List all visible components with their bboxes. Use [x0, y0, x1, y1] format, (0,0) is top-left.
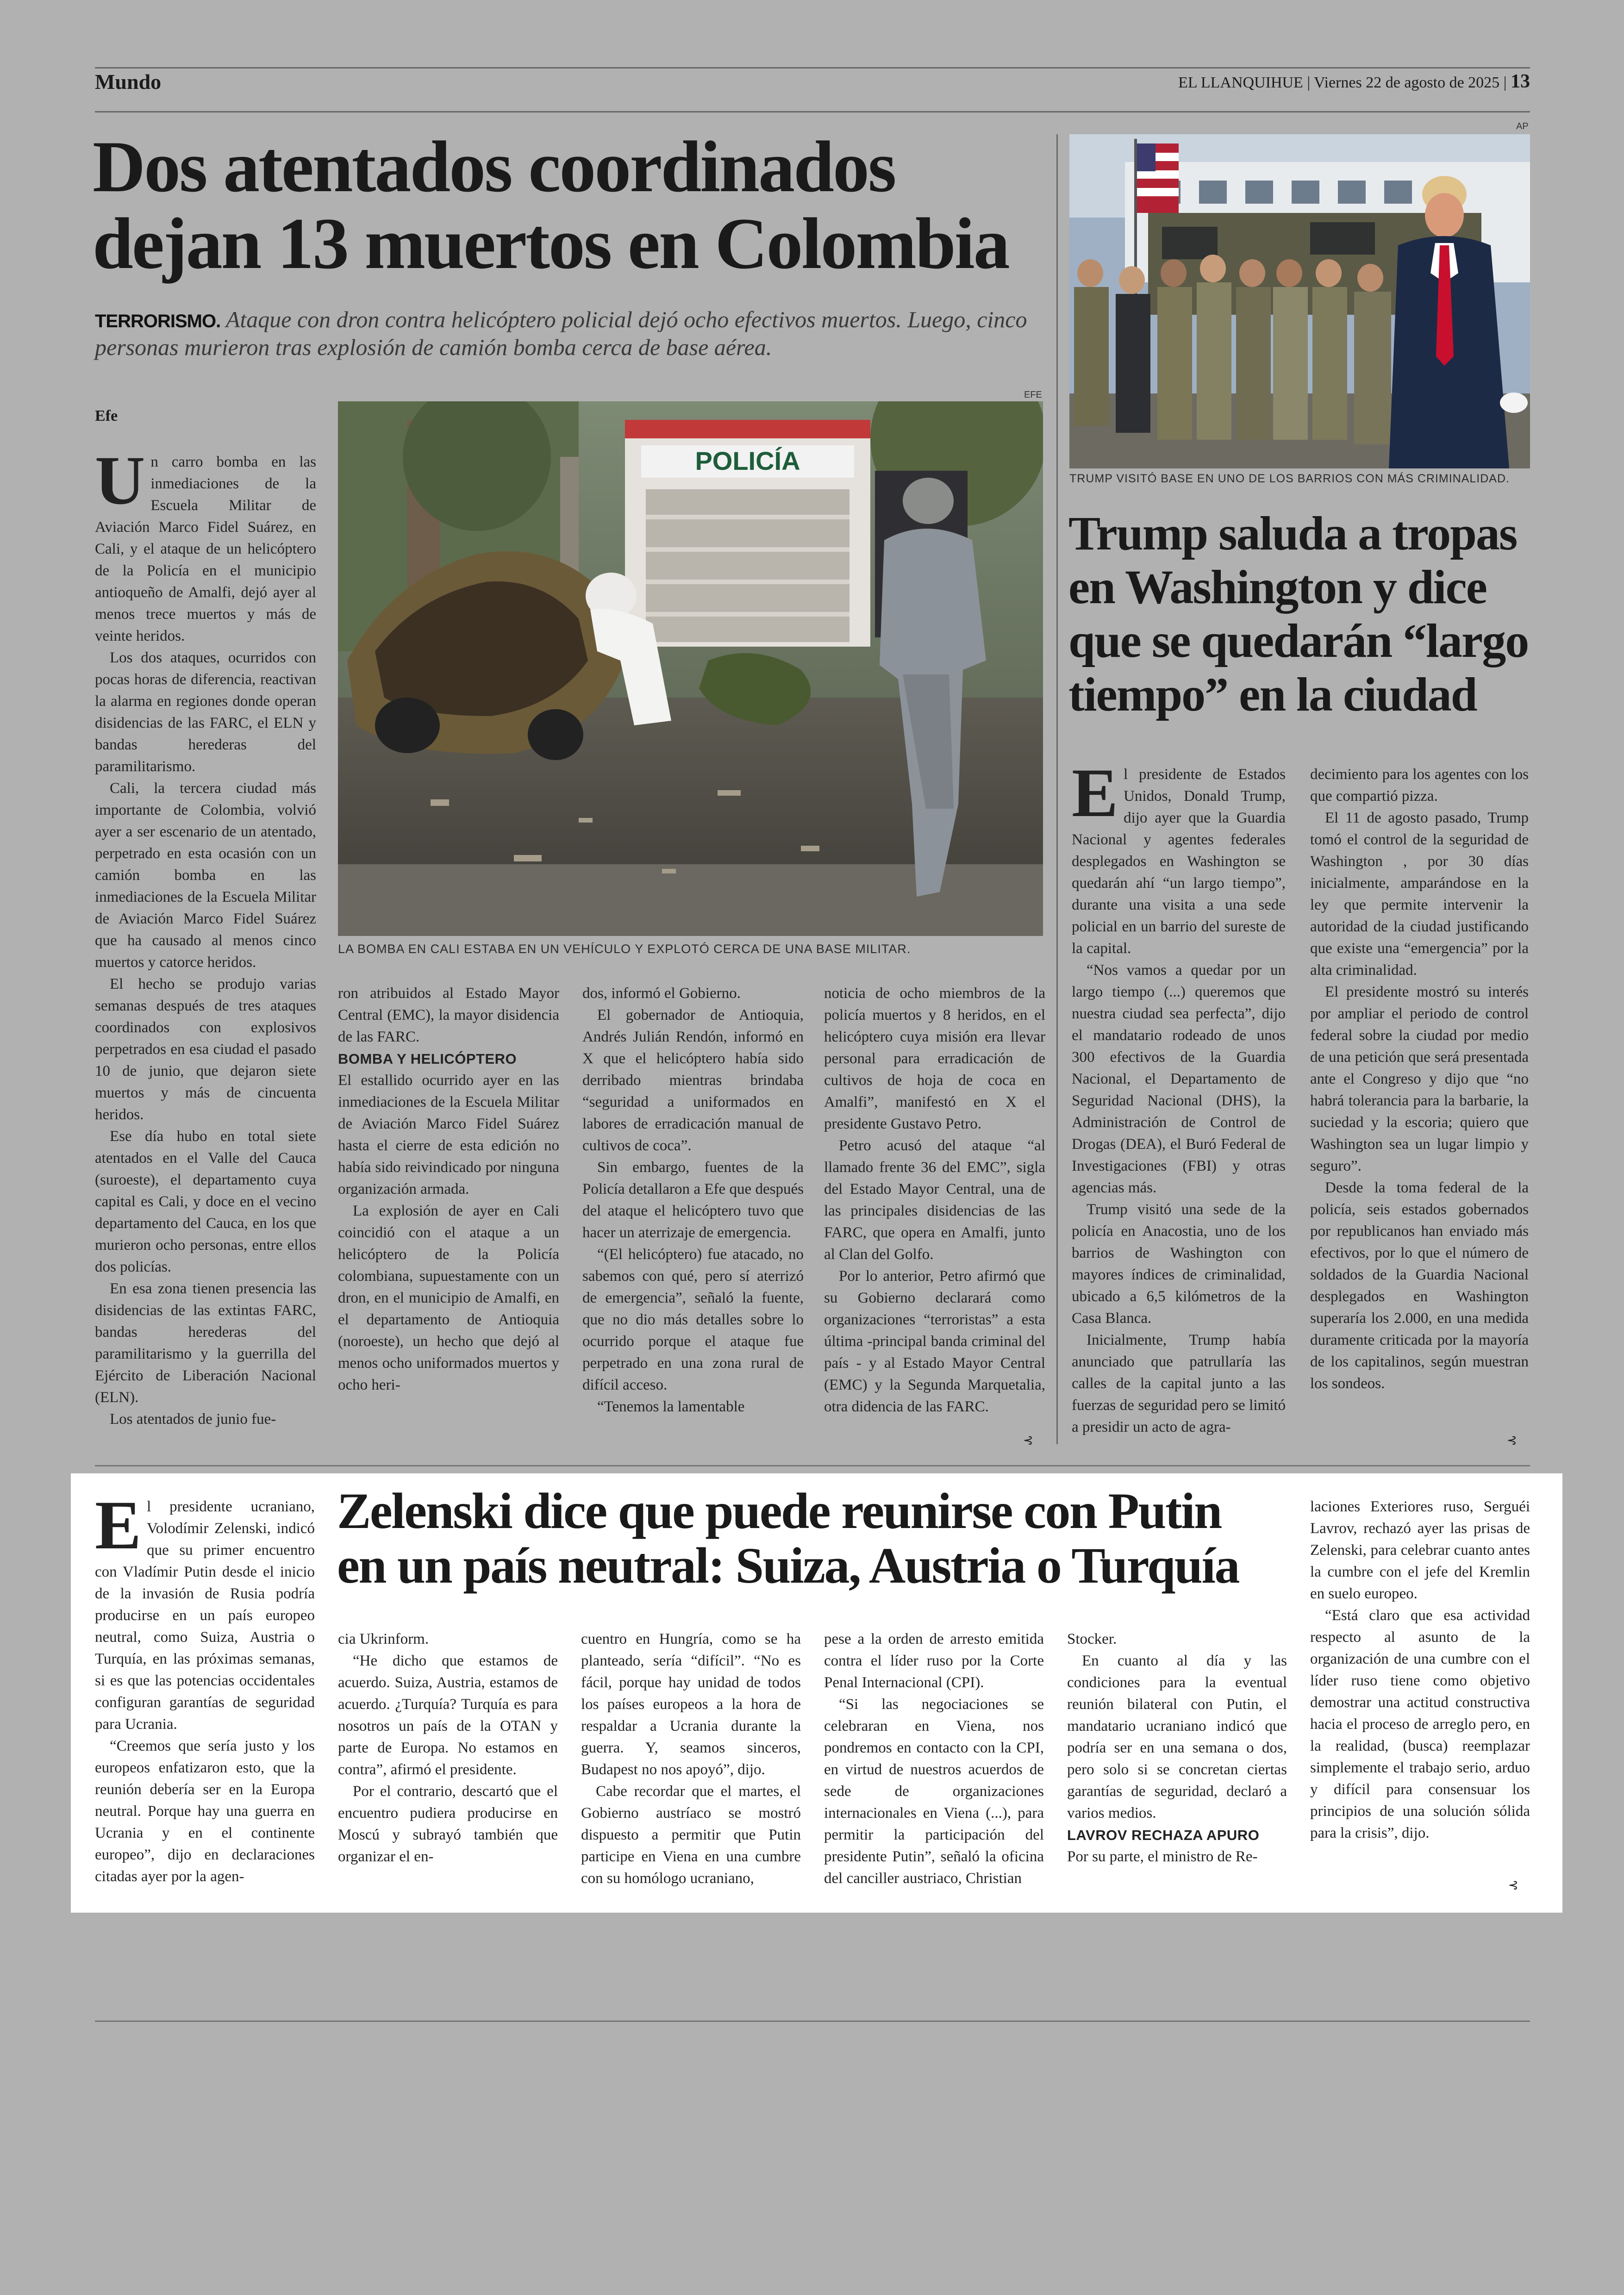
paragraph: Cabe recordar que el martes, el Gobierno austríaco se mostró dispuesto a permitir que Putin participe en Viena en una cumbre con su homólogo ucraniano,	[581, 1783, 801, 1887]
article-column	[1067, 1628, 1287, 1868]
paragraph: Ese día hubo en total siete atentados en el Valle del Cauca (suroeste), el departamento cuya capital es Cali, y doce en el vecino departamento del Cauca, en los que murieron ocho personas, entre ellos dos policías.	[95, 1128, 316, 1275]
byline: Efe	[95, 407, 118, 424]
paragraph: “Nos vamos a quedar por un largo tiempo (...) queremos que nuestra ciudad sea perfecta”, dijo el mandatario rodeado de unos 300 efectivos de la Guardia Nacional, el Departamento de Seguridad Nacional (DHS), la Administración de Control de Drogas (DEA), el Buró Federal de Investigaciones (FBI) y otras agencias más.	[1072, 962, 1286, 1196]
photo-credit: AP	[1516, 121, 1529, 131]
article-column	[824, 1628, 1044, 1890]
drop-cap: E	[95, 1487, 142, 1564]
top-rule	[95, 67, 1530, 69]
paragraph: Sin embargo, fuentes de la Policía detallaron a Efe que después del ataque el helicóptero tuvo que hacer un aterrizaje de emergencia.	[582, 1159, 804, 1241]
article-column	[581, 1628, 801, 1890]
paragraph: Inicialmente, Trump había anunciado que patrullaría las calles de la capital junto a las fuerzas de seguridad pero se limitó a presidir un acto de agra-	[1072, 1332, 1286, 1435]
paragraph: El hecho se produjo varias semanas después de tres ataques coordinados con explosivos perpetrados en esa ciudad el pasado 10 de junio, que dejaron siete muertos y más de cincuenta heridos.	[95, 976, 316, 1123]
paragraph: l presidente ucraniano, Volodímir Zelenski, indicó que su primer encuentro con Vladímir Putin desde el inicio de la invasión de Rusia podría producirse en un país europeo neutral, como Suiza, Austria o Turquía, en las próximas semanas, si es que las potencias occidentales configuran garantías de seguridad para Ucrania.	[95, 1498, 315, 1733]
paragraph: Petro acusó del ataque “al llamado frente 36 del EMC”, sigla del Estado Mayor Central, una de las principales disidencias de las FARC, que opera en Amalfi, junto al Clan del Golfo.	[824, 1137, 1045, 1263]
bomb-scene-photo	[338, 401, 1043, 936]
deck-text: Ataque con dron contra helicóptero policial dejó ocho efectivos muertos. Luego, cinco personas murieron tras explosión de camión bomba cerca de base aérea.	[95, 306, 1027, 360]
paragraph: Por lo anterior, Petro afirmó que su Gobierno declarará como organizaciones “terroristas” a esta última -principal banda criminal del país - y al Estado Mayor Central (EMC) y la Segunda Marquetalia, otra didencia de las FARC.	[824, 1268, 1045, 1415]
paragraph: Desde la toma federal de la policía, seis estados gobernados por republicanos han enviado más efectivos, por lo que el número de soldados de la Guardia Nacional desplegados en Washington superaría los 2.000, en una medida duramente criticada por la mayoría de los capitalinos, según muestran los sondeos.	[1310, 1179, 1529, 1392]
paragraph: “(El helicóptero) fue atacado, no sabemos con qué, pero sí aterrizó de emergencia”, señaló la fuente, que no dio más detalles sobre lo ocurrido porque el ataque fue perpetrado en una zona rural de difícil acceso.	[582, 1246, 804, 1393]
paragraph: “Creemos que sería justo y los europeos enfatizaron esto, que la reunión debería ser en la Europa neutral. Porque hay una guerra en Ucrania y en el continente europeo”, dijo en declaraciones citadas ayer por la agen-	[95, 1738, 315, 1885]
trump-headline	[1068, 507, 1531, 722]
subheading: BOMBA Y HELICÓPTERO	[338, 1051, 517, 1067]
section-label: Mundo	[95, 70, 162, 94]
paragraph: “Está claro que esa actividad respecto al asunto de la organización de una cumbre con el líder ruso tiene como objetivo demostrar una actitud constructiva hacia el proceso de arreglo pero, en la realidad, (busca) reemplazar simplemente el trabajo serio, arduo y difícil para consensuar los principios de una solución sólida para la crisis”, dijo.	[1310, 1607, 1530, 1841]
paragraph: dos, informó el Gobierno.	[582, 985, 741, 1002]
folio-separator: |	[1503, 74, 1507, 91]
subheading: LAVROV RECHAZA APURO	[1067, 1827, 1260, 1843]
paragraph: La explosión de ayer en Cali coincidió con el ataque a un helicóptero de la Policía colombiana, supuestamente con un dron, en el municipio de Amalfi, en el departamento de Antioquia (noroeste), un hecho que dejó al menos ocho uniformados muertos y ocho heri-	[338, 1203, 559, 1393]
page-number: 13	[1511, 71, 1530, 92]
paragraph: Por el contrario, descartó que el encuentro pudiera producirse en Moscú y subrayó también que organizar el en-	[338, 1783, 558, 1865]
headline-line: Trump saluda a tropas	[1068, 507, 1517, 560]
folio-separator: |	[1307, 74, 1311, 91]
paragraph: Por su parte, el ministro de Re-	[1067, 1848, 1258, 1865]
bomb-scene-illustration	[338, 401, 1043, 936]
photo-credit: EFE	[1024, 390, 1042, 400]
paragraph: decimiento para los agentes con los que compartió pizza.	[1310, 766, 1529, 804]
article-column	[582, 983, 804, 1418]
article-column	[95, 1487, 315, 1888]
article-column	[95, 442, 316, 1430]
paragraph: Los dos ataques, ocurridos con pocas horas de diferencia, reactivan la alarma en regiones donde operan disidencias de las FARC, el ELN y bandas herederas del paramilitarismo.	[95, 649, 316, 775]
end-of-article-icon: ⊰	[1508, 1878, 1518, 1892]
paragraph: cia Ukrinform.	[338, 1631, 429, 1647]
article-column	[338, 983, 559, 1396]
headline-line: tiempo” en la ciudad	[1068, 668, 1477, 721]
headline-line: en Washington y dice	[1068, 561, 1487, 614]
trump-troops-photo	[1069, 134, 1530, 468]
paragraph: Stocker.	[1067, 1631, 1117, 1647]
paragraph: “Tenemos la lamentable	[597, 1398, 745, 1415]
paragraph: Cali, la tercera ciudad más importante de Colombia, volvió ayer a ser escenario de un atentado, perpetrado en esta ocasión con un camión bomba en las inmediaciones de la Escuela Militar de Aviación Marco Fidel Suárez que ha causado al menos cinco muertos y catorce heridos.	[95, 780, 316, 971]
deck-kicker: TERRORISMO.	[95, 311, 221, 331]
paragraph: “Si las negociaciones se celebraran en Viena, nos pondremos en contacto con la CPI, en virtud de nuestros acuerdos de sede de organizaciones internacionales en Viena (...), para permitir la participación del presidente Putin”, señaló la oficina del canciller austriaco, Christian	[824, 1696, 1044, 1887]
drop-cap: E	[1072, 755, 1118, 831]
header-rule	[95, 111, 1530, 112]
photo-caption: TRUMP VISITÓ BASE EN UNO DE LOS BARRIOS CON MÁS CRIMINALIDAD.	[1069, 472, 1510, 485]
paragraph: l presidente de Estados Unidos, Donald Trump, dijo ayer que la Guardia Nacional y agentes federales desplegados en Washington se quedarán ahí “un largo tiempo”, durante una visita a una sede policial en un barrio del sureste de la capital.	[1072, 766, 1286, 957]
end-of-article-icon: ⊰	[1023, 1434, 1033, 1447]
paragraph: En cuanto al día y las condiciones para la eventual reunión bilateral con Putin, el mandatario ucraniano indicó que podría ser en una semana o dos, pero solo si se concretan ciertas garantías de seguridad, declaró a varios medios.	[1067, 1653, 1287, 1821]
headline-line: en un país neutral: Suiza, Austria o Turquía	[337, 1537, 1239, 1594]
bottom-rule	[95, 2021, 1530, 2022]
article-column	[338, 1628, 558, 1868]
paragraph: Los atentados de junio fue-	[110, 1411, 276, 1428]
colombia-headline	[93, 126, 1056, 284]
police-sign: POLICÍA	[695, 446, 800, 475]
colombia-deck	[95, 306, 1058, 361]
headline-line: que se quedarán “largo	[1068, 614, 1529, 667]
paragraph: El presidente mostró su interés por ampliar el periodo de control federal sobre la ciudad por medio de una petición que será presentada ante el Congreso y dijo que “no habrá tolerancia para la barbarie, la suciedad y la escoria; quiero que Washington sea un lugar limpio y seguro”.	[1310, 984, 1529, 1174]
photo-caption: LA BOMBA EN CALI ESTABA EN UN VEHÍCULO Y EXPLOTÓ CERCA DE UNA BASE MILITAR.	[338, 942, 911, 956]
paragraph: pese a la orden de arresto emitida contra el líder ruso por la Corte Penal Internacional (CPI).	[824, 1631, 1044, 1691]
end-of-article-icon: ⊰	[1507, 1434, 1517, 1447]
headline-line: Dos atentados coordinados	[93, 126, 895, 207]
article-column	[824, 983, 1045, 1418]
zelenski-headline	[337, 1484, 1291, 1593]
paragraph: noticia de ocho miembros de la policía muertos y 8 heridos, en el helicóptero cuya misión era llevar personal para erradicación de cultivos de hoja de coca en Amalfi”, manifestó en X el presidente Gustavo Petro.	[824, 985, 1045, 1132]
publication-name: EL LLANQUIHUE	[1178, 74, 1303, 91]
paragraph: n carro bomba en las inmediaciones de la Escuela Militar de Aviación Marco Fidel Suárez, en Cali, y el ataque de un helicóptero de la Policía en el municipio antioqueño de Amalfi, dejó ayer al menos trece muertos y más de veinte heridos.	[95, 454, 316, 644]
paragraph: laciones Exteriores ruso, Serguéi Lavrov, rechazó ayer las prisas de Zelenski, para celebrar cuanto antes la cumbre con el jefe del Kremlin en suelo europeo.	[1310, 1498, 1530, 1602]
paragraph: En esa zona tienen presencia las disidencias de las extintas FARC, bandas herederas del paramilitarismo y la guerrilla del Ejército de Liberación Nacional (ELN).	[95, 1280, 316, 1406]
paragraph: ron atribuidos al Estado Mayor Central (EMC), la mayor disidencia de las FARC.	[338, 985, 559, 1045]
paragraph: cuentro en Hungría, como se ha planteado, sería “difícil”. “No es fácil, porque hay unidad de todos los países europeos a la hora de respaldar a Ucrania durante la guerra. Y, seamos sinceros, Budapest no nos apoyó”, dijo.	[581, 1631, 801, 1778]
article-column	[1310, 764, 1529, 1395]
trump-troops-illustration	[1069, 134, 1530, 468]
article-column	[1072, 755, 1286, 1438]
headline-line: Zelenski dice que puede reunirse con Putin	[337, 1483, 1221, 1539]
paragraph: “He dicho que estamos de acuerdo. Suiza, Austria, estamos de acuerdo. ¿Turquía? Turquía es para nosotros un país de la OTAN y parte de Europa. No estamos en contra”, afirmó el presidente.	[338, 1653, 558, 1778]
article-column	[1310, 1496, 1530, 1844]
section-rule	[95, 1465, 1530, 1466]
paragraph: Trump visitó una sede de la policía en Anacostia, uno de los barrios de Washington con mayores índices de criminalidad, ubicado a 6,5 kilómetros de la Casa Blanca.	[1072, 1201, 1286, 1327]
headline-line: dejan 13 muertos en Colombia	[93, 203, 1009, 284]
paragraph: El gobernador de Antioquia, Andrés Julián Rendón, informó en X que el helicóptero había sido derribado mientras brindaba “seguridad a uniformados en labores de erradicación manual de cultivos de coca”.	[582, 1007, 804, 1154]
paragraph: El estallido ocurrido ayer en las inmediaciones de la Escuela Militar de Aviación Marco Fidel Suárez hasta el cierre de esta edición no había sido reivindicado por ninguna organización armada.	[338, 1072, 559, 1197]
drop-cap: U	[95, 442, 145, 519]
page-folio	[1178, 70, 1530, 93]
issue-date: Viernes 22 de agosto de 2025	[1314, 74, 1500, 91]
paragraph: El 11 de agosto pasado, Trump tomó el control de la seguridad de Washington , por 30 días inicialmente, amparándose en la ley que permite intervenir la autoridad de la ciudad justificando que existe una “emergencia” por la alta criminalidad.	[1310, 810, 1529, 979]
